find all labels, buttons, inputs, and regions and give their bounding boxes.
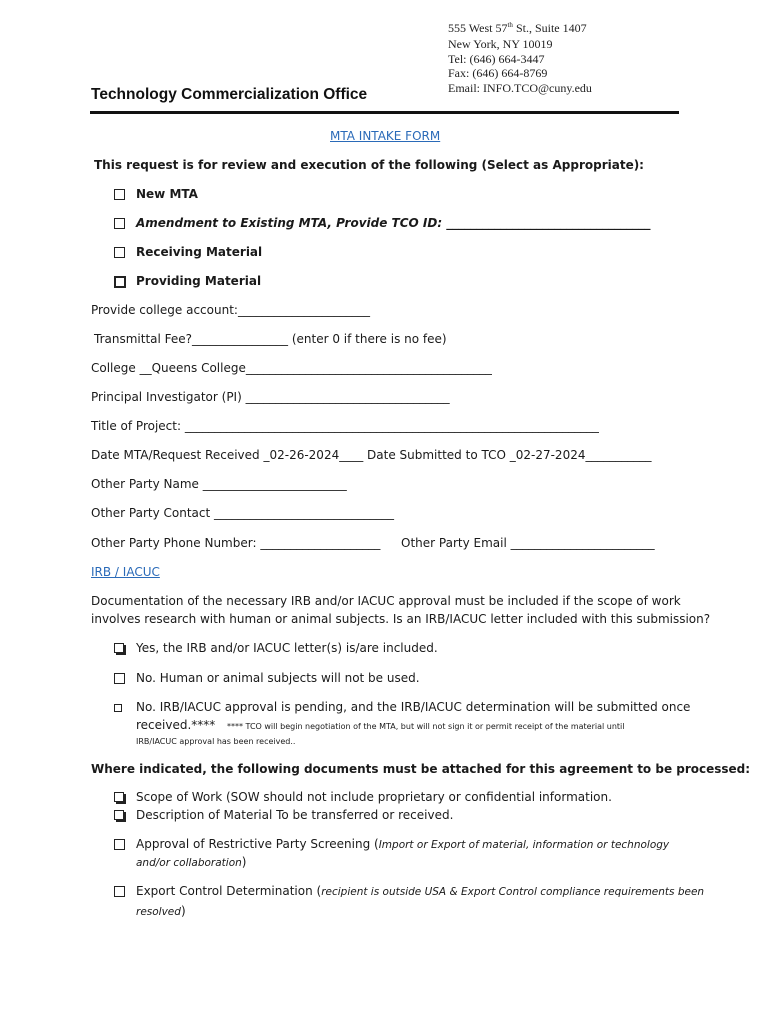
attachment-description-of-material: Description of Material To be transferred or received. [136,808,454,822]
checkbox-export-control[interactable] [114,886,125,897]
irb-pending-note-line-1: **** TCO will begin negotiation of the MTA, but will not sign it or permit receipt of the material until [227,722,625,731]
irb-option-yes: Yes, the IRB and/or IACUC letter(s) is/are included. [136,641,438,655]
checkbox-irb-no[interactable] [114,673,125,684]
field-college-account[interactable]: Provide college account:______________________ [91,303,370,317]
attachment-export-control-line-2: resolved) [136,904,186,918]
checkbox-description-of-material[interactable] [114,810,124,820]
field-dates[interactable]: Date MTA/Request Received _02-26-2024____ Date Submitted to TCO _02-27-2024___________ [91,448,652,462]
field-other-party-contact[interactable]: Other Party Contact ______________________________ [91,506,394,520]
checkbox-receiving[interactable] [114,247,125,258]
checkbox-irb-yes[interactable] [114,643,124,653]
checkbox-scope-of-work[interactable] [114,792,124,802]
attachment-export-control: Export Control Determination (recipient is outside USA & Export Control compliance requirements been [136,884,705,898]
header-divider [90,111,679,114]
irb-description-line-2: involves research with human or animal subjects. Is an IRB/IACUC letter included with this submission? [91,612,711,626]
field-other-party-name[interactable]: Other Party Name ________________________ [91,477,347,491]
field-transmittal-fee[interactable]: Transmittal Fee?________________ (enter 0 if there is no fee) [94,332,447,346]
form-title: MTA INTAKE FORM [330,129,441,143]
request-intro: This request is for review and execution of the following (Select as Appropriate): [94,158,644,172]
option-receiving: Receiving Material [136,245,263,259]
address-line-1: 555 West 57th St., Suite 1407 [448,21,587,35]
irb-option-pending-line-1: No. IRB/IACUC approval is pending, and the IRB/IACUC determination will be submitted once [136,700,691,714]
attachment-restrictive-party-screening: Approval of Restrictive Party Screening (Import or Export of material, information or technology [136,837,670,851]
fax: Fax: (646) 664-8769 [448,66,548,80]
field-other-party-email[interactable]: Other Party Email ________________________ [401,536,655,550]
irb-iacuc-heading: IRB / IACUC [91,565,160,579]
irb-description-line-1: Documentation of the necessary IRB and/or IACUC approval must be included if the scope of work [91,594,681,608]
telephone: Tel: (646) 664-3447 [448,52,545,66]
checkbox-amendment[interactable] [114,218,125,229]
attachments-heading: Where indicated, the following documents must be attached for this agreement to be processed: [91,762,751,776]
irb-option-no: No. Human or animal subjects will not be used. [136,671,420,685]
irb-option-pending-line-2: received.**** [136,718,216,732]
field-principal-investigator[interactable]: Principal Investigator (PI) __________________________________ [91,390,450,404]
field-other-party-phone[interactable]: Other Party Phone Number: ____________________ [91,536,381,550]
address-line-2: New York, NY 10019 [448,37,553,51]
checkbox-restrictive-party-screening[interactable] [114,839,125,850]
email: Email: INFO.TCO@cuny.edu [448,81,592,95]
irb-pending-note-line-2: IRB/IACUC approval has been received.. [136,737,296,746]
field-college[interactable]: College __Queens College_________________________________________ [91,361,492,375]
office-name: Technology Commercialization Office [91,86,368,103]
checkbox-new-mta[interactable] [114,189,125,200]
attachment-restrictive-party-screening-line-2: and/or collaboration) [136,855,247,869]
attachment-scope-of-work: Scope of Work (SOW should not include proprietary or confidential information. [136,790,612,804]
option-providing: Providing Material [136,274,262,288]
checkbox-providing[interactable] [114,276,126,288]
checkbox-irb-pending[interactable] [114,704,122,712]
field-title-of-project[interactable]: Title of Project: _____________________________________________________________________ [91,419,599,433]
option-amendment: Amendment to Existing MTA, Provide TCO ID: __________________________________ [136,216,651,230]
option-new-mta: New MTA [136,187,198,201]
